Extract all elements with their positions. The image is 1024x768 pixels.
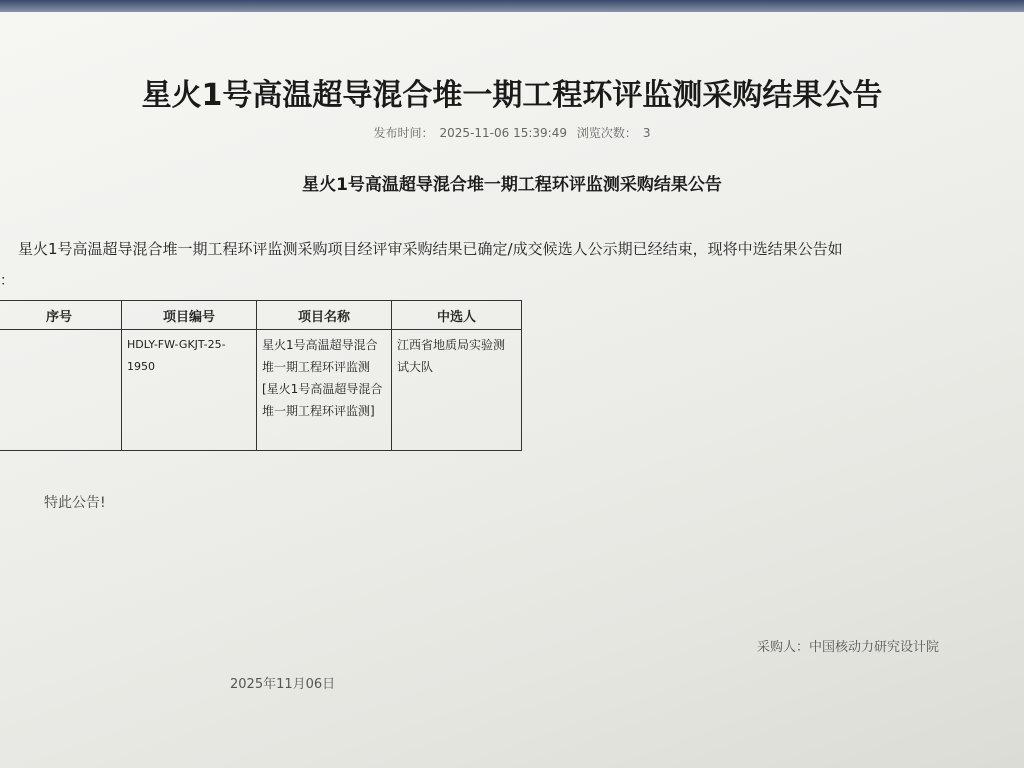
announcement-body: 星火1号高温超导混合堆一期工程环评监测采购项目经评审采购结果已确定/成交候选人公示期已经结束，现将中选结果公告如 <box>18 240 843 258</box>
header-index: 序号 <box>0 301 122 330</box>
cell-winner: 江西省地质局实验测试大队 <box>392 330 522 451</box>
purchaser-label: 采购人： <box>757 640 810 655</box>
view-count-label: 浏览次数： <box>576 126 637 140</box>
monitor-bezel <box>0 0 1024 12</box>
closing-text: 特此公告! <box>44 495 106 511</box>
table-row <box>0 330 522 451</box>
cell-project-code: HDLY-FW-GKJT-25-1950 <box>122 330 257 451</box>
header-winner: 中选人 <box>392 301 522 330</box>
result-table <box>0 300 522 451</box>
header-project-name: 项目名称 <box>257 301 392 330</box>
view-count: 3 <box>642 126 651 140</box>
purchaser <box>757 636 939 655</box>
table-header-row <box>0 301 522 330</box>
publish-meta <box>0 124 1024 141</box>
cell-index <box>0 330 122 451</box>
content-title: 星火1号高温超导混合堆一期工程环评监测采购结果公告 <box>302 175 722 195</box>
cell-project-name: 星火1号高温超导混合堆一期工程环评监测[星火1号高温超导混合堆一期工程环评监测] <box>257 330 392 451</box>
publish-time: 2025-11-06 15:39:49 <box>439 126 567 140</box>
page-title: 星火1号高温超导混合堆一期工程环评监测采购结果公告 <box>141 78 883 113</box>
publish-time-label: 发布时间： <box>373 126 434 140</box>
purchaser-name: 中国核动力研究设计院 <box>809 640 940 655</box>
announcement-date: 2025年11月06日 <box>230 677 336 692</box>
header-project-code: 项目编号 <box>122 301 257 330</box>
announcement-body-tail: ： <box>0 273 14 289</box>
